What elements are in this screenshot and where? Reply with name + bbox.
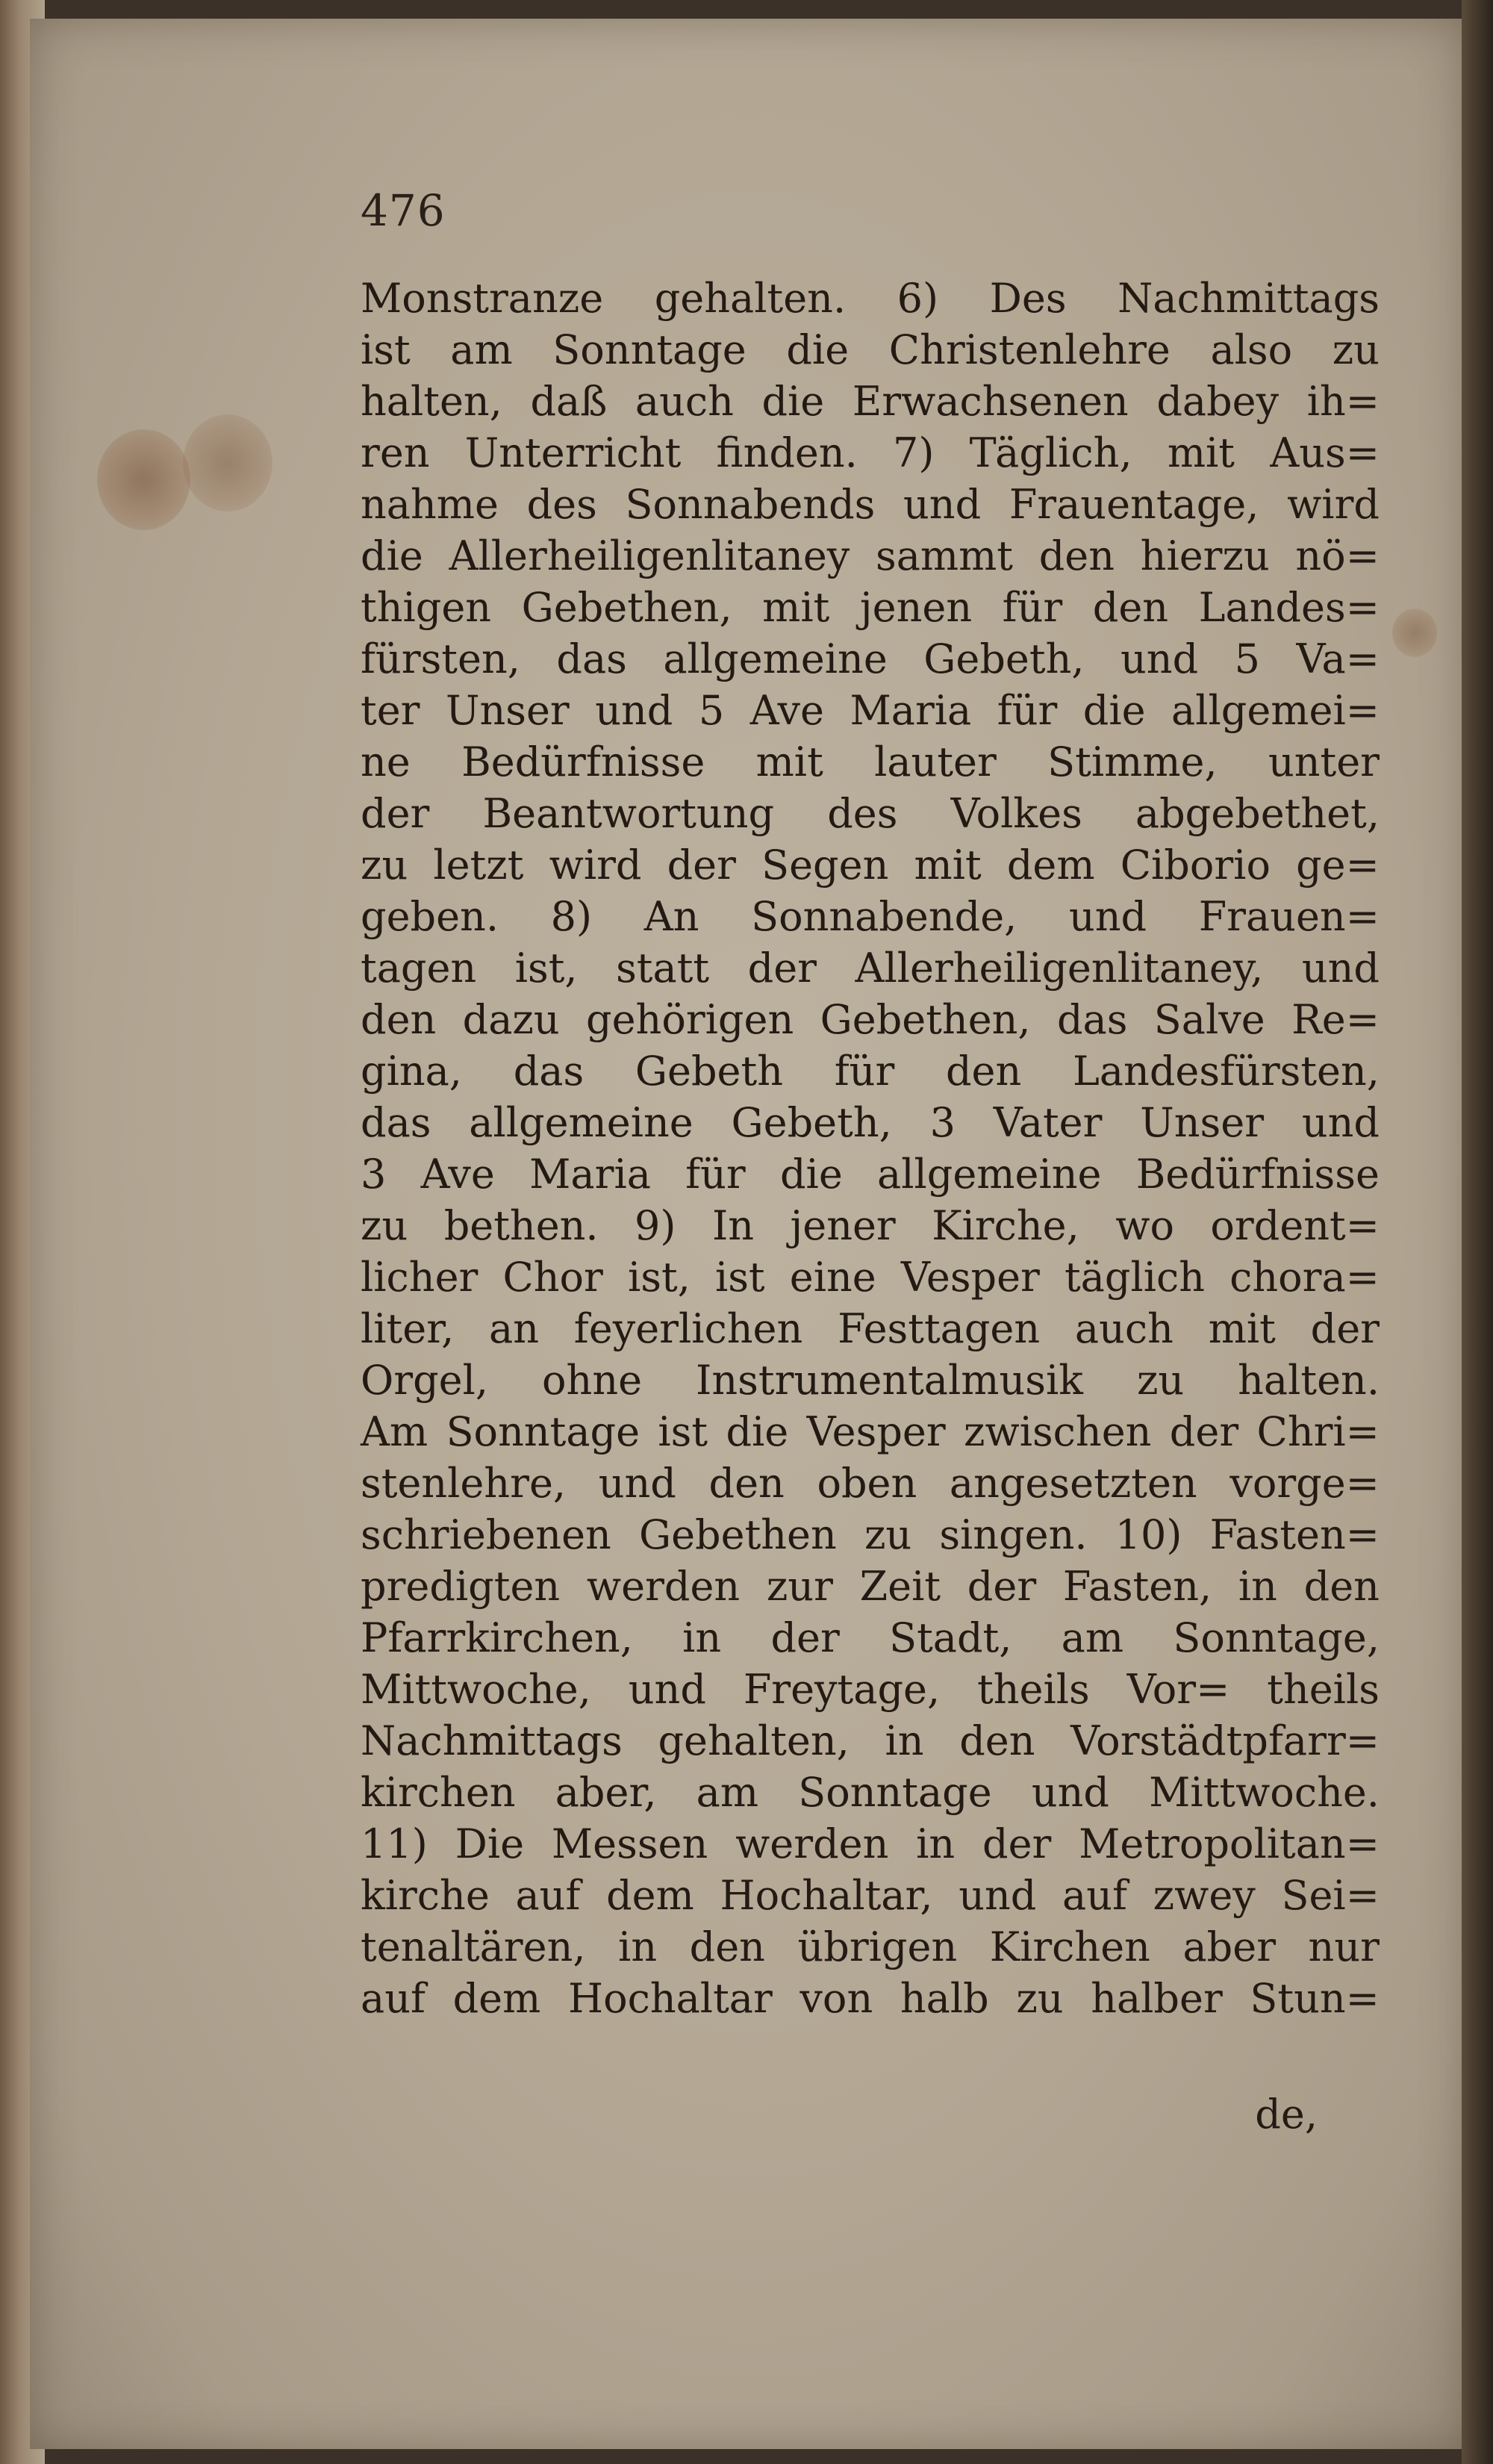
stain-spot-right	[183, 414, 272, 511]
text-line: der Beantwortung des Volkes abgebethet,	[361, 790, 1380, 837]
text-line: Am Sonntage ist die Vesper zwischen der Chri=	[361, 1408, 1380, 1455]
text-line: thigen Gebethen, mit jenen für den Landes=	[361, 584, 1380, 631]
text-line: tenaltären, in den übrigen Kirchen aber nur	[361, 1923, 1380, 1970]
text-line: Mittwoche, und Freytage, theils Vor= theils	[361, 1666, 1380, 1713]
text-line: liter, an feyerlichen Festtagen auch mit der	[361, 1305, 1380, 1352]
text-line: auf dem Hochaltar von halb zu halber Stun=	[361, 1975, 1380, 2022]
text-line: Monstranze gehalten. 6) Des Nachmittags	[361, 275, 1380, 322]
text-line: Nachmittags gehalten, in den Vorstädtpfarr=	[361, 1717, 1380, 1764]
text-line: fürsten, das allgemeine Gebeth, und 5 Va=	[361, 635, 1380, 682]
text-line: nahme des Sonnabends und Frauentage, wird	[361, 481, 1380, 528]
body-text	[361, 275, 1380, 2026]
text-line: kirchen aber, am Sonntage und Mittwoche.	[361, 1769, 1380, 1816]
text-line: schriebenen Gebethen zu singen. 10) Fasten=	[361, 1511, 1380, 1558]
text-line: ist am Sonntage die Christenlehre also zu	[361, 326, 1380, 373]
text-line: halten, daß auch die Erwachsenen dabey ih=	[361, 378, 1380, 425]
text-line: ren Unterricht finden. 7) Täglich, mit Aus=	[361, 429, 1380, 476]
text-line: Orgel, ohne Instrumentalmusik zu halten.	[361, 1357, 1380, 1404]
text-line: zu bethen. 9) In jener Kirche, wo ordent=	[361, 1202, 1380, 1249]
text-line: zu letzt wird der Segen mit dem Ciborio ge=	[361, 841, 1380, 889]
text-line: geben. 8) An Sonnabende, und Frauen=	[361, 893, 1380, 940]
text-line: gina, das Gebeth für den Landesfürsten,	[361, 1048, 1380, 1095]
text-line: ne Bedürfnisse mit lauter Stimme, unter	[361, 738, 1380, 785]
text-line: ter Unser und 5 Ave Maria für die allgemei=	[361, 687, 1380, 734]
page-edge-shadow	[1462, 0, 1493, 2464]
stain-spot-left	[97, 429, 190, 530]
text-line: 3 Ave Maria für die allgemeine Bedürfnisse	[361, 1151, 1380, 1198]
catchword: de,	[1255, 2091, 1318, 2138]
text-line: tagen ist, statt der Allerheiligenlitaney, und	[361, 945, 1380, 992]
text-line: stenlehre, und den oben angesetzten vorge=	[361, 1460, 1380, 1507]
text-line: das allgemeine Gebeth, 3 Vater Unser und	[361, 1099, 1380, 1146]
text-line: licher Chor ist, ist eine Vesper täglich chora=	[361, 1254, 1380, 1301]
text-line: predigten werden zur Zeit der Fasten, in den	[361, 1563, 1380, 1610]
text-line: die Allerheiligenlitaney sammt den hierzu nö=	[361, 532, 1380, 579]
text-line: den dazu gehörigen Gebethen, das Salve Re=	[361, 996, 1380, 1043]
stain-spot-margin	[1392, 609, 1437, 657]
page-number: 476	[361, 185, 446, 236]
text-line: 11) Die Messen werden in der Metropolitan=	[361, 1820, 1380, 1867]
text-line: kirche auf dem Hochaltar, und auf zwey Sei=	[361, 1872, 1380, 1919]
text-line: Pfarrkirchen, in der Stadt, am Sonntage,	[361, 1614, 1380, 1661]
